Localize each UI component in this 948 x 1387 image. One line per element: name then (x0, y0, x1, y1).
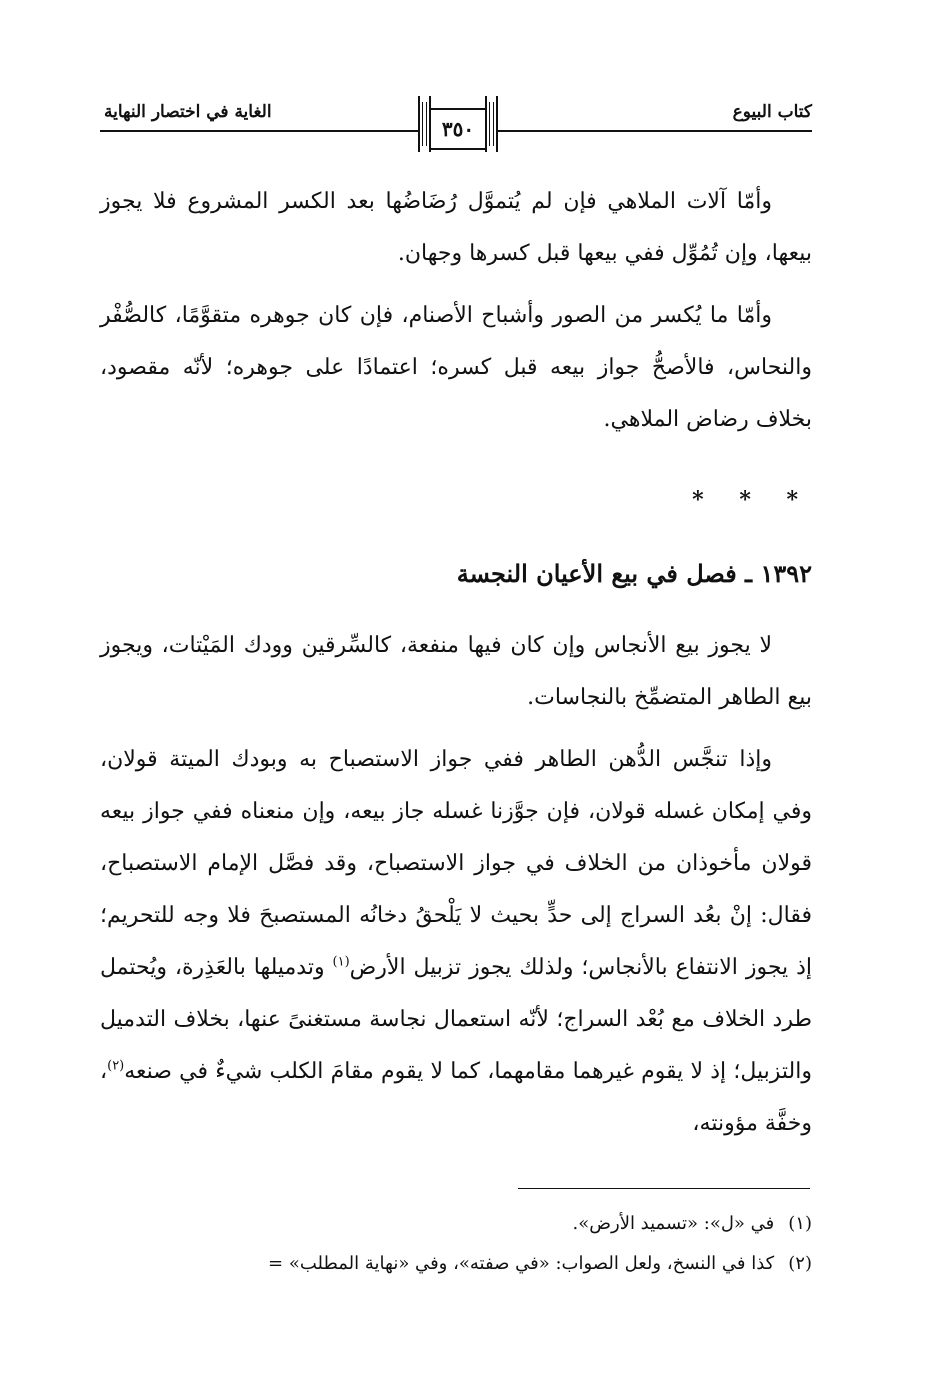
footnote-1 (100, 1204, 812, 1244)
paragraph-2: وأمّا ما يُكسر من الصور وأشباح الأصنام، فإن كان جوهره متقوَّمًا، كالصُّفْر والنحاس، فالأصحُّ جواز بيعه قبل كسره؛ اعتمادًا على جوهره؛ لأنّه مقصود، بخلاف رضاض الملاهي. (100, 303, 812, 432)
footnote-2 (100, 1244, 812, 1284)
footnote-1-number: (١) (788, 1213, 812, 1234)
paragraph-1: وأمّا آلات الملاهي فإن لم يُتموَّل رُضَاضُها بعد الكسر المشروع فلا يجوز بيعها، وإن تُمُوِّل ففي بيعها قبل كسرها وجهان. (100, 189, 812, 266)
main-text (100, 176, 812, 1150)
section-heading: ١٣٩٢ ـ فصل في بيع الأعيان النجسة (456, 559, 812, 588)
footnote-2-number: (٢) (788, 1253, 812, 1274)
frame-right-bar (485, 96, 498, 152)
paragraph-3: لا يجوز بيع الأنجاس وإن كان فيها منفعة، كالسِّرقين وودك المَيْتات، ويجوز بيع الطاهر المتضمِّخ بالنجاسات. (100, 633, 812, 710)
footnotes (100, 1204, 812, 1284)
paragraph-4 (100, 734, 812, 1150)
footnote-ref-1[interactable]: (١) (332, 954, 350, 970)
page-number: ٣٥٠ (430, 108, 486, 150)
chapter-title: كتاب البيوع (732, 102, 812, 122)
paragraph-4-part-2: وتدميلها بالعَذِرة، ويُحتمل طرد الخلاف مع بُعْد السراج؛ لأنّه استعمال نجاسة مستغنىً عنها، بخلاف التدميل والتزبيل؛ إذ لا يقوم غيرهما مقامهما، كما لا يقوم مقامَ الكلب شيءٌ في صنعه (100, 955, 812, 1084)
book-title: الغاية في اختصار النهاية (104, 102, 272, 122)
footnote-divider (518, 1188, 810, 1189)
footnote-1-text: في «ل»: «تسميد الأرض». (572, 1213, 775, 1234)
footnote-2-text: كذا في النسخ، ولعل الصواب: «في صفته»، وفي «نهاية المطلب» = (268, 1253, 775, 1274)
running-header (100, 96, 812, 154)
footnote-ref-2[interactable]: (٢) (107, 1058, 125, 1074)
page-number-frame (418, 96, 498, 152)
paragraph-4-part-3: ، وخفَّة مؤونته، (100, 1059, 812, 1136)
paragraph-4-part-1: وإذا تنجَّس الدُّهن الطاهر ففي جواز الاستصباح به وبودك الميتة قولان، وفي إمكان غسله قولان، فإن جوَّزنا غسله جاز بيعه، وإن منعناه ففي جواز بيعه قولان مأخوذان من الخلاف في جواز الاستصباح، وقد فصَّل الإمام الاستصباح، فقال: إنْ بعُد السراج إلى حدٍّ بحيث لا يَلْحقُ دخانُه المستصبحَ فلا وجه للتحريم؛ إذ يجوز الانتفاع بالأنجاس؛ ولذلك يجوز تزبيل الأرض (100, 747, 812, 980)
section-separator: * * * (692, 487, 812, 513)
